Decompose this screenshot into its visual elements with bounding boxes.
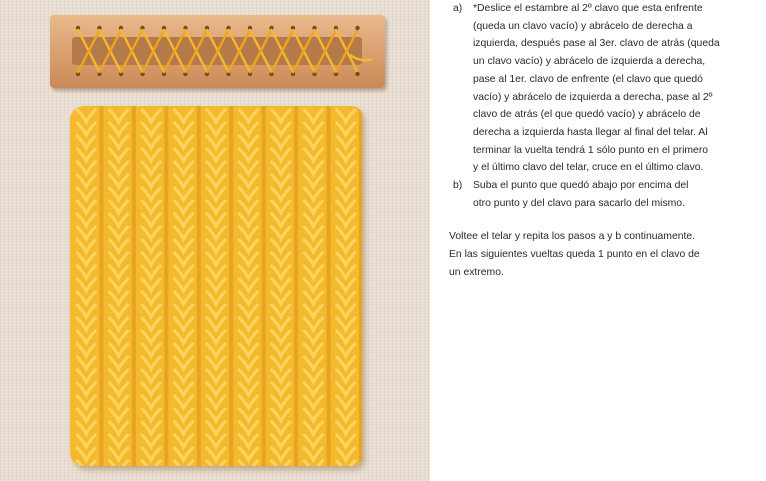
step-b: [449, 177, 761, 212]
fabric-stitch: [207, 110, 225, 122]
fabric-stitch: [77, 110, 95, 122]
step-a-line: vacío) y abrácelo de izquierda a derecha, pase al 2º: [473, 91, 713, 103]
fabric-stitch: [337, 110, 355, 122]
fabric-rib-shadow: [197, 106, 201, 466]
loom-peg: [355, 26, 359, 30]
step-a-line: un clavo vacío) y abrácelo de izquierda a derecha,: [473, 56, 706, 68]
fabric-rib-shadow: [229, 106, 233, 466]
fabric-rib-shadow: [262, 106, 266, 466]
step-a-line: clavo de atrás (el que quedó vacío) y abrácelo de: [473, 109, 701, 121]
step-a-line: derecha a izquierda hasta llegar al final del telar. Al: [473, 126, 708, 138]
closing-line: Voltee el telar y repita los pasos a y b continuamente.: [449, 231, 696, 243]
fabric-rib-shadow: [294, 106, 298, 466]
fabric-rib-shadow: [99, 106, 103, 466]
fabric-drawing: [70, 106, 362, 466]
closing-line: un extremo.: [449, 266, 504, 278]
closing-line: En las siguientes vueltas queda 1 punto en el clavo de: [449, 249, 700, 261]
step-a-line: (queda un clavo vacío) y abrácelo de derecha a: [473, 20, 693, 32]
step-a-line: pase al 1er. clavo de enfrente (el clavo que quedó: [473, 73, 703, 85]
step-a-line: terminar la vuelta tendrá 1 sólo punto en el primero: [473, 144, 709, 156]
step-b-line: Suba el punto que quedó abajo por encima del: [473, 180, 689, 192]
fabric-stitch: [304, 110, 322, 122]
fabric-stitch: [175, 110, 193, 122]
step-a-marker: a): [453, 3, 463, 14]
step-a-line: izquierda, después pase al 3er. clavo de atrás (queda: [473, 38, 720, 50]
fabric-stitch: [110, 110, 128, 122]
fabric-stitch: [142, 110, 160, 122]
fabric-rib-shadow: [327, 106, 331, 466]
step-a-line: *Deslice el estambre al 2º clavo que esta enfrente: [473, 3, 703, 14]
knitted-fabric-image: [70, 106, 362, 466]
step-b-line: otro punto y del clavo para sacarlo del mismo.: [473, 197, 685, 209]
closing-paragraph: [449, 228, 761, 281]
fabric-rib-shadow: [132, 106, 136, 466]
instructions-text: [449, 0, 761, 282]
loom-peg: [355, 72, 359, 76]
fabric-rib-shadow: [359, 106, 362, 466]
fabric-rib-shadow: [164, 106, 168, 466]
step-b-marker: b): [453, 180, 463, 192]
loom-drawing: [50, 15, 385, 88]
fabric-stitch: [239, 110, 257, 122]
step-a-line: y el último clavo del telar, cruce en el último clavo.: [473, 162, 704, 174]
knitting-loom-image: [50, 15, 385, 88]
fabric-stitch: [272, 110, 290, 122]
step-a: [449, 0, 761, 177]
